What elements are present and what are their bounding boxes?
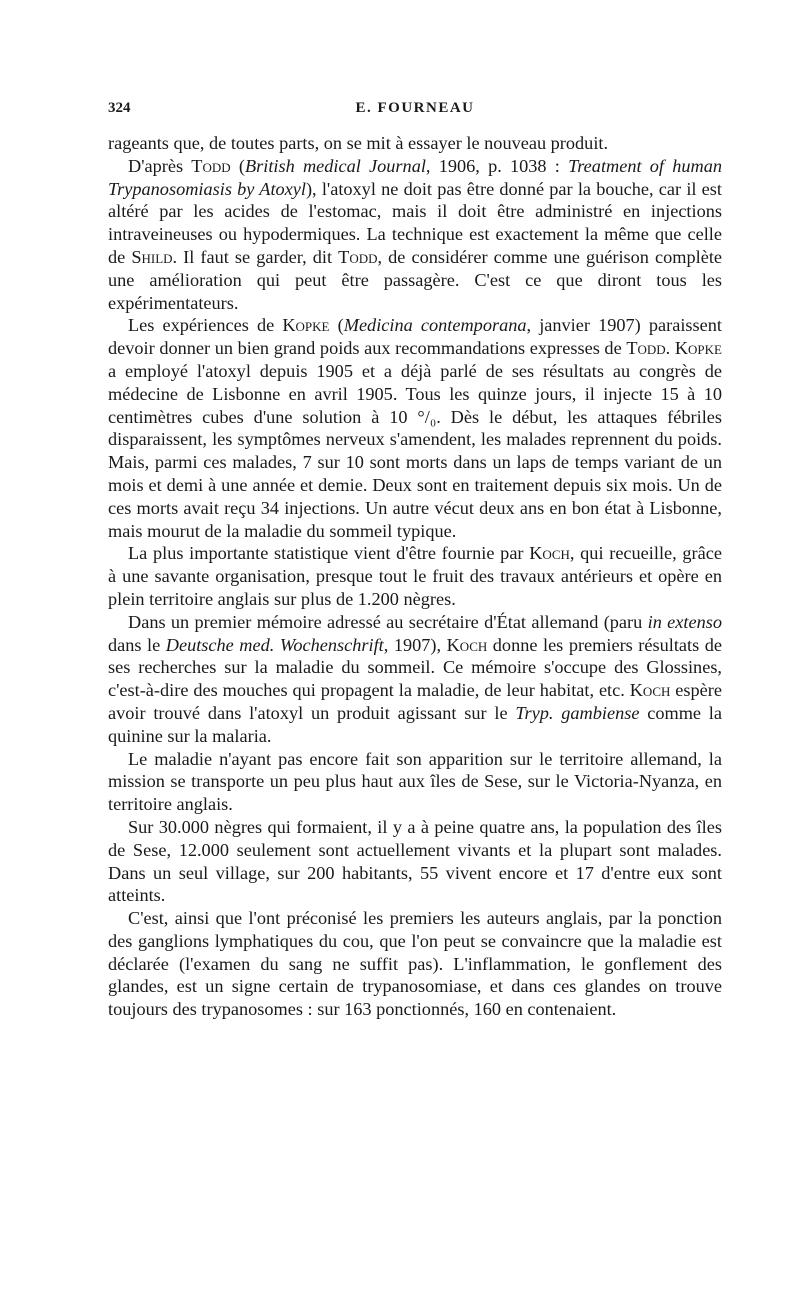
text-run: Le maladie n'ayant pas encore fait son apparition sur le territoire allemand, la mission se transporte un peu plus haut aux îles de Sese, sur le Victoria-Nyanza, en territoire anglais. [108,748,722,815]
page-number: 324 [108,100,131,116]
paragraph [108,748,722,816]
paragraph [108,907,722,1021]
author-name: Koch [529,543,570,564]
text-run: a employé l'atoxyl depuis 1905 et a déjà parlé de ses résultats au congrès de médecine de Lisbonne en avril 1905. Tous les quinze jours, il injecte 15 à 10 centimètres cubes d'une solution à 10 °/₀. Dès le début, les attaques fébriles disparaissent, les symptômes nerveux s'amendent, les malades reprennent du poids. Mais, parmi ces malades, 7 sur 10 sont morts dans un laps de temps variant de un mois et demi à une année et demie. Deux sont en traitement depuis six mois. Un de ces morts avait reçu 34 injections. Un autre vécut deux ans en bon état à Lisbonne, mais mourut de la maladie du sommeil typique. [108,360,722,541]
italic-title: Deutsche med. Wochenschrift [165,634,384,655]
text-run: , 1906, p. 1038 : [425,155,569,176]
text-run: rageants que, de toutes parts, on se mit à essayer le nouveau produit. [108,133,609,153]
text-run: Sur 30.000 nègres qui formaient, il y a à peine quatre ans, la population des îles de Sese, 12.000 seulement sont actuellement vivants et la plupart sont malades. Dans un seul village, sur 200 habitants, 55 vivent encore et 17 d'entre eux sont atteints. [108,816,722,906]
text-run: dans le [108,634,166,655]
text-run: La plus importante statistique vient d'être fournie par [128,543,530,564]
italic-title: Medicina contemporana [343,315,527,336]
text-run: . [665,338,675,359]
author-name: Kopke [674,338,722,359]
author-name: Todd [191,155,231,176]
paragraph [108,611,722,748]
text-run: . Il faut se garder, dit [172,246,339,267]
author-name: Kopke [282,315,330,336]
text-run: Dans un premier mémoire adressé au secrétaire d'État allemand (paru [128,611,648,632]
text-run: ), l'atoxyl ne doit pas être donné par la bouche, car il est altéré par les acides de l'estomac, mais il doit être administré en injections intraveineuses ou hypodermiques. La technique est exactement la même que celle de [108,178,722,267]
paragraph [108,542,722,610]
text-run: ( [230,155,245,176]
text-run: Les expériences de [128,315,283,336]
author-name: Shild [131,246,173,267]
text-run: ( [329,315,344,336]
paragraph [108,155,722,315]
text-run: , de considérer comme une guérison complète une amélioration qui peut être passagère. C'est ce que diront tous les expérimentateurs. [108,246,723,313]
text-run: , 1907), [383,634,447,655]
text-run: comme la quinine sur la malaria. [108,702,722,746]
author-name: Todd [338,246,378,267]
italic-title: Tryp. gambiense [515,702,640,723]
italic-title: in extenso [647,611,722,632]
text-run: D'après [128,155,192,176]
text-run: espère avoir trouvé dans l'atoxyl un produit agissant sur le [108,680,722,723]
text-run: , qui recueille, grâce à une savante organisation, presque tout le fruit des travaux antérieurs et opère en plein territoire anglais sur plus de 1.200 nègres. [108,543,722,609]
author-name: Koch [446,634,488,655]
running-head: E. FOURNEAU [355,100,475,116]
paragraph [108,132,722,155]
author-name: Koch [629,680,671,701]
body-text [108,132,722,1021]
italic-title: British medical Journal [244,155,426,176]
italic-title: Treatment of human Trypanosomiasis by Atoxyl [108,155,722,199]
text-run: , janvier 1907) paraissent devoir donner un bien grand poids aux recommandations expresses de [108,315,722,359]
page-header [108,100,722,122]
author-name: Todd [626,338,666,359]
paragraph [108,314,722,542]
text-run: donne les premiers résultats de ses recherches sur la maladie du sommeil. Ce mémoire s'occupe des Glossines, c'est-à-dire des mouches qui propagent la maladie, de leur habitat, etc. [108,634,722,701]
paragraph [108,816,722,907]
text-run: C'est, ainsi que l'ont préconisé les premiers les auteurs anglais, par la ponction des ganglions lymphatiques du cou, que l'on peut se convaincre que la maladie est déclarée (l'examen du sang ne suffit pas). L'inflammation, le gonflement des glandes, est un signe certain de trypanosomiase, et dans ces glandes on trouve toujours des trypanosomes : sur 163 ponctionnés, 160 en contenaient. [108,908,722,1020]
